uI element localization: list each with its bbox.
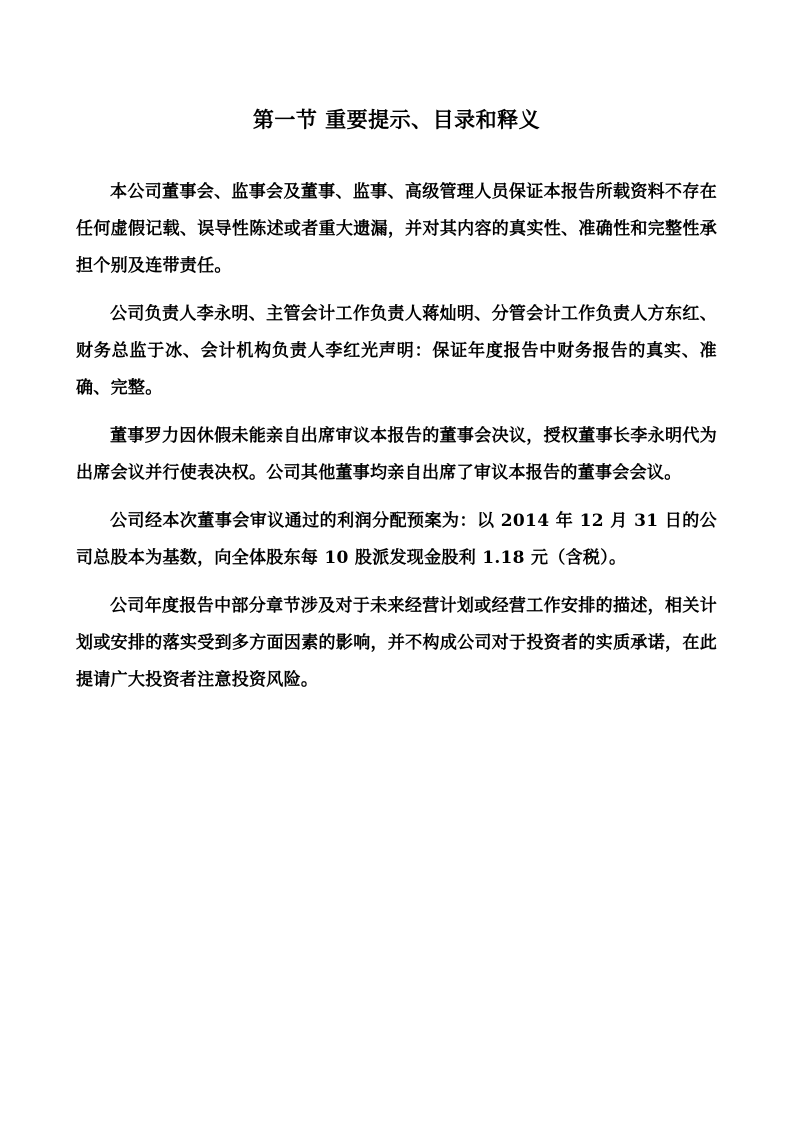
paragraph-board-guarantee: 本公司董事会、监事会及董事、监事、高级管理人员保证本报告所载资料不存在任何虚假记载、误导性陈述或者重大遗漏，并对其内容的真实性、准确性和完整性承担个别及连带责任。 — [76, 182, 717, 276]
paragraph-profit-distribution: 公司经本次董事会审议通过的利润分配预案为：以 2014 年 12 月 31 日的公司总股本为基数，向全体股东每 10 股派发现金股利 1.18 元（含税）。 — [76, 511, 717, 568]
important-notice-body — [76, 174, 717, 699]
section-title: 第一节 重要提示、目录和释义 — [252, 107, 541, 132]
paragraph-financial-responsibility: 公司负责人李永明、主管会计工作负责人蒋灿明、分管会计工作负责人方东红、财务总监于冰、会计机构负责人李红光声明：保证年度报告中财务报告的真实、准确、完整。 — [76, 304, 717, 398]
paragraph-director-absence: 董事罗力因休假未能亲自出席审议本报告的董事会决议，授权董事长李永明代为出席会议并行使表决权。公司其他董事均亲自出席了审议本报告的董事会会议。 — [76, 426, 717, 483]
paragraph-risk-warning: 公司年度报告中部分章节涉及对于未来经营计划或经营工作安排的描述，相关计划或安排的落实受到多方面因素的影响，并不构成公司对于投资者的实质承诺，在此提请广大投资者注意投资风险。 — [76, 596, 717, 690]
